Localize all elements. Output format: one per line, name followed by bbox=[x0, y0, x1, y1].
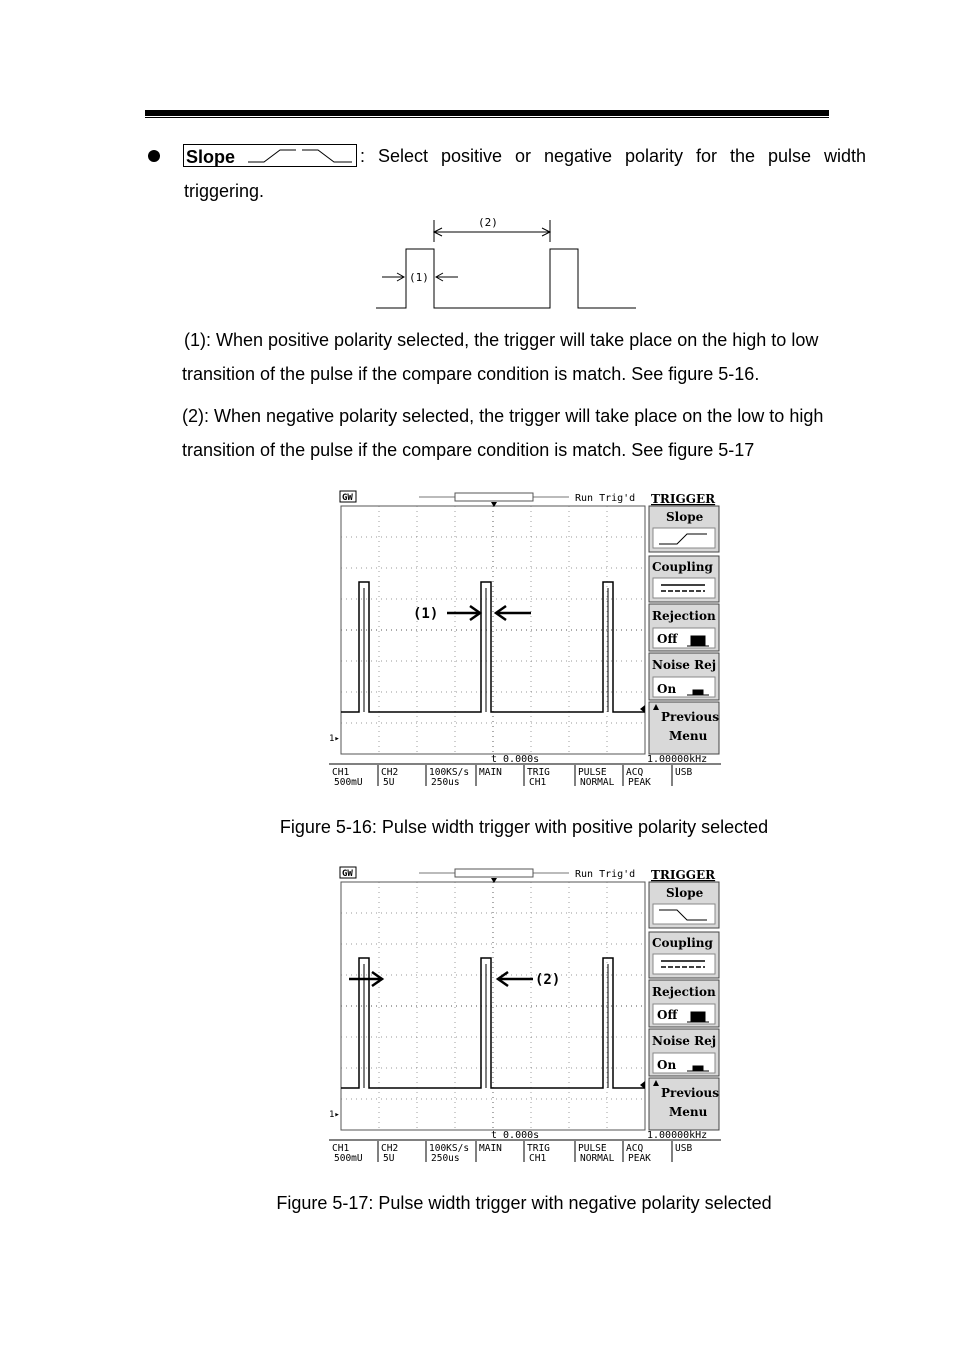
bottom-cell-top: CH1 bbox=[332, 1143, 350, 1154]
bottom-cell-bottom: NORMAL bbox=[580, 1153, 615, 1162]
annotation-label: (1) bbox=[413, 606, 439, 622]
bottom-cell-top: CH1 bbox=[332, 767, 350, 778]
bullet-text-line2: triggering. bbox=[184, 181, 265, 201]
coupling-value-box bbox=[653, 578, 715, 598]
bottom-cell-bottom: 250us bbox=[431, 777, 460, 786]
bottom-cell-top: USB bbox=[675, 767, 693, 778]
paragraph-2-line1: (2): When negative polarity selected, the trigger will take place on the low to high bbox=[182, 406, 824, 426]
diagram-label-2: (2) bbox=[478, 216, 498, 229]
bottom-cell-top: TRIG bbox=[527, 1143, 550, 1154]
menu-previous-label: Previous bbox=[661, 1086, 719, 1100]
bottom-cell-bottom: PEAK bbox=[628, 777, 651, 786]
gw-logo-text: GW bbox=[342, 869, 353, 879]
bottom-cell-top: PULSE bbox=[578, 767, 607, 778]
menu-rejection-label: Rejection bbox=[652, 985, 716, 999]
bottom-cell-bottom: 500mU bbox=[334, 1153, 363, 1162]
bottom-cell-bottom: 5U bbox=[383, 1153, 395, 1162]
paragraph-2 bbox=[182, 399, 872, 467]
bullet-dot bbox=[148, 150, 160, 162]
pulse-width-diagram bbox=[370, 212, 640, 314]
bottom-cell-top: USB bbox=[675, 1143, 693, 1154]
bottom-cell-top: 100KS/s bbox=[429, 1143, 470, 1154]
status-text: Run Trig'd bbox=[575, 869, 636, 880]
bottom-cell-top: TRIG bbox=[527, 767, 550, 778]
slope-value-box bbox=[653, 528, 715, 548]
bottom-cell-bottom: 5U bbox=[383, 777, 395, 786]
menu-noise-rej-label: Noise Rej bbox=[652, 1034, 717, 1048]
bottom-cell-top: ACQ bbox=[626, 1143, 644, 1154]
timeline-window bbox=[455, 869, 533, 877]
bottom-cell-bottom: 250us bbox=[431, 1153, 460, 1162]
rejection-value: Off bbox=[657, 632, 678, 646]
bottom-cell-bottom: PEAK bbox=[628, 1153, 651, 1162]
paragraph-2-line2: transition of the pulse if the compare condition is match. See figure 5-17 bbox=[182, 440, 755, 460]
menu-coupling-label: Coupling bbox=[652, 936, 713, 950]
scope-screen-fig1 bbox=[329, 490, 721, 786]
frequency-readout: 1.00000kHz bbox=[647, 754, 708, 765]
time-offset: t 0.000s bbox=[491, 1130, 540, 1141]
noise-rej-value: On bbox=[657, 682, 677, 696]
menu-title: TRIGGER bbox=[651, 868, 716, 882]
bottom-cell-top: MAIN bbox=[479, 1143, 502, 1154]
rejection-value: Off bbox=[657, 1008, 678, 1022]
coupling-value-box bbox=[653, 954, 715, 974]
menu-rejection-label: Rejection bbox=[652, 609, 716, 623]
scope-screen-fig2 bbox=[329, 866, 721, 1162]
bullet-text-line1: : Select positive or negative polarity for the pulse width bbox=[360, 146, 866, 166]
bottom-cell-bottom: CH1 bbox=[529, 777, 547, 786]
bottom-cell-bottom: CH1 bbox=[529, 1153, 547, 1162]
bottom-cell-bottom: 500mU bbox=[334, 777, 363, 786]
menu-menu-label: Menu bbox=[669, 1105, 708, 1119]
header-rule-thin bbox=[145, 117, 829, 118]
menu-coupling-label: Coupling bbox=[652, 560, 713, 574]
slope-term-box bbox=[183, 144, 357, 167]
noise-rej-value: On bbox=[657, 1058, 677, 1072]
paragraph-1 bbox=[182, 323, 872, 391]
gw-logo-text: GW bbox=[342, 493, 353, 503]
menu-slope-label: Slope bbox=[666, 886, 704, 900]
bottom-cell-top: ACQ bbox=[626, 767, 644, 778]
slope-polarity-icon bbox=[246, 146, 354, 166]
timeline-window bbox=[455, 493, 533, 501]
menu-noise-rej-label: Noise Rej bbox=[652, 658, 717, 672]
bottom-cell-top: CH2 bbox=[381, 767, 399, 778]
menu-previous-label: Previous bbox=[661, 710, 719, 724]
header-rule bbox=[145, 110, 829, 116]
slope-value-box bbox=[653, 904, 715, 924]
channel-1-marker: 1▸ bbox=[329, 1110, 340, 1120]
bottom-cell-top: 100KS/s bbox=[429, 767, 470, 778]
diagram-label-1: (1) bbox=[409, 271, 429, 284]
frequency-readout: 1.00000kHz bbox=[647, 1130, 708, 1141]
bottom-cell-top: CH2 bbox=[381, 1143, 399, 1154]
paragraph-1-line1: (1): When positive polarity selected, the trigger will take place on the high to low bbox=[184, 330, 819, 350]
channel-1-marker: 1▸ bbox=[329, 734, 340, 744]
bottom-cell-bottom: NORMAL bbox=[580, 777, 615, 786]
bottom-cell-top: PULSE bbox=[578, 1143, 607, 1154]
slope-term: Slope bbox=[186, 147, 236, 167]
figure-5-17-caption: Figure 5-17: Pulse width trigger with negative polarity selected bbox=[276, 1193, 772, 1213]
figure-5-16-caption: Figure 5-16: Pulse width trigger with positive polarity selected bbox=[279, 817, 769, 837]
menu-slope-label: Slope bbox=[666, 510, 704, 524]
time-offset: t 0.000s bbox=[491, 754, 540, 765]
menu-title: TRIGGER bbox=[651, 492, 716, 506]
status-text: Run Trig'd bbox=[575, 493, 636, 504]
annotation-label: (2) bbox=[535, 972, 561, 988]
paragraph-1-line2: transition of the pulse if the compare condition is match. See figure 5-16. bbox=[182, 364, 760, 384]
bottom-cell-top: MAIN bbox=[479, 767, 502, 778]
menu-menu-label: Menu bbox=[669, 729, 708, 743]
